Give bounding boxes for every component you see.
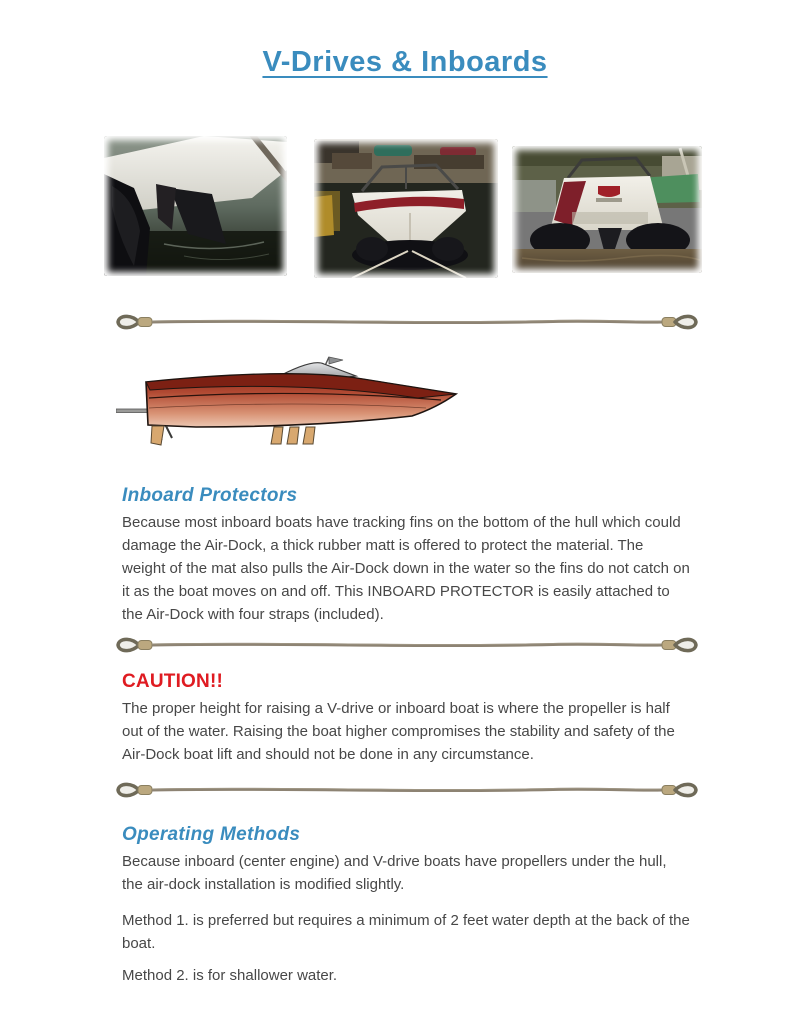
operating-methods-paragraph: Because inboard (center engine) and V-drive boats have propellers under the hull, the air-dock installation is modified slightly. xyxy=(122,853,667,893)
document-page xyxy=(0,44,810,1020)
boat-on-airdock-bow-photo xyxy=(314,139,498,278)
content-column xyxy=(122,484,690,987)
red-inboard-boat-illustration xyxy=(116,356,464,468)
caution-heading: CAUTION!! xyxy=(122,671,224,692)
caution-paragraph: The proper height for raising a V-drive or inboard boat is where the propeller is half out of the water. Raising the boat higher compromises the stability and safety of the Air-Dock boat lift and should not be done in any circumstance. xyxy=(122,700,675,763)
inboard-protectors-paragraph: Because most inboard boats have tracking fins on the bottom of the hull which could damage the Air-Dock, a thick rubber matt is offered to protect the material. The weight of the mat also pulls the Air-Dock down in the water so the fins do not catch on it as the boat moves on and off. This INBOARD PROTECTOR is easily attached to the Air-Dock with four straps (included). xyxy=(122,514,690,623)
boat-hull-underside-photo xyxy=(104,136,287,276)
method-1-paragraph: Method 1. is preferred but requires a minimum of 2 feet water depth at the back of the boat. xyxy=(122,912,690,952)
boat-on-airdock-stern-photo xyxy=(512,146,702,273)
inboard-protectors-heading: Inboard Protectors xyxy=(122,485,298,506)
page-title: V-Drives & Inboards xyxy=(262,46,548,78)
cable-rope-divider-icon xyxy=(113,777,701,803)
photo-row xyxy=(104,136,810,278)
cable-rope-divider-icon xyxy=(113,632,701,658)
method-2-paragraph: Method 2. is for shallower water. xyxy=(122,967,338,984)
cable-rope-divider-icon xyxy=(113,309,701,335)
operating-methods-heading: Operating Methods xyxy=(122,824,301,845)
